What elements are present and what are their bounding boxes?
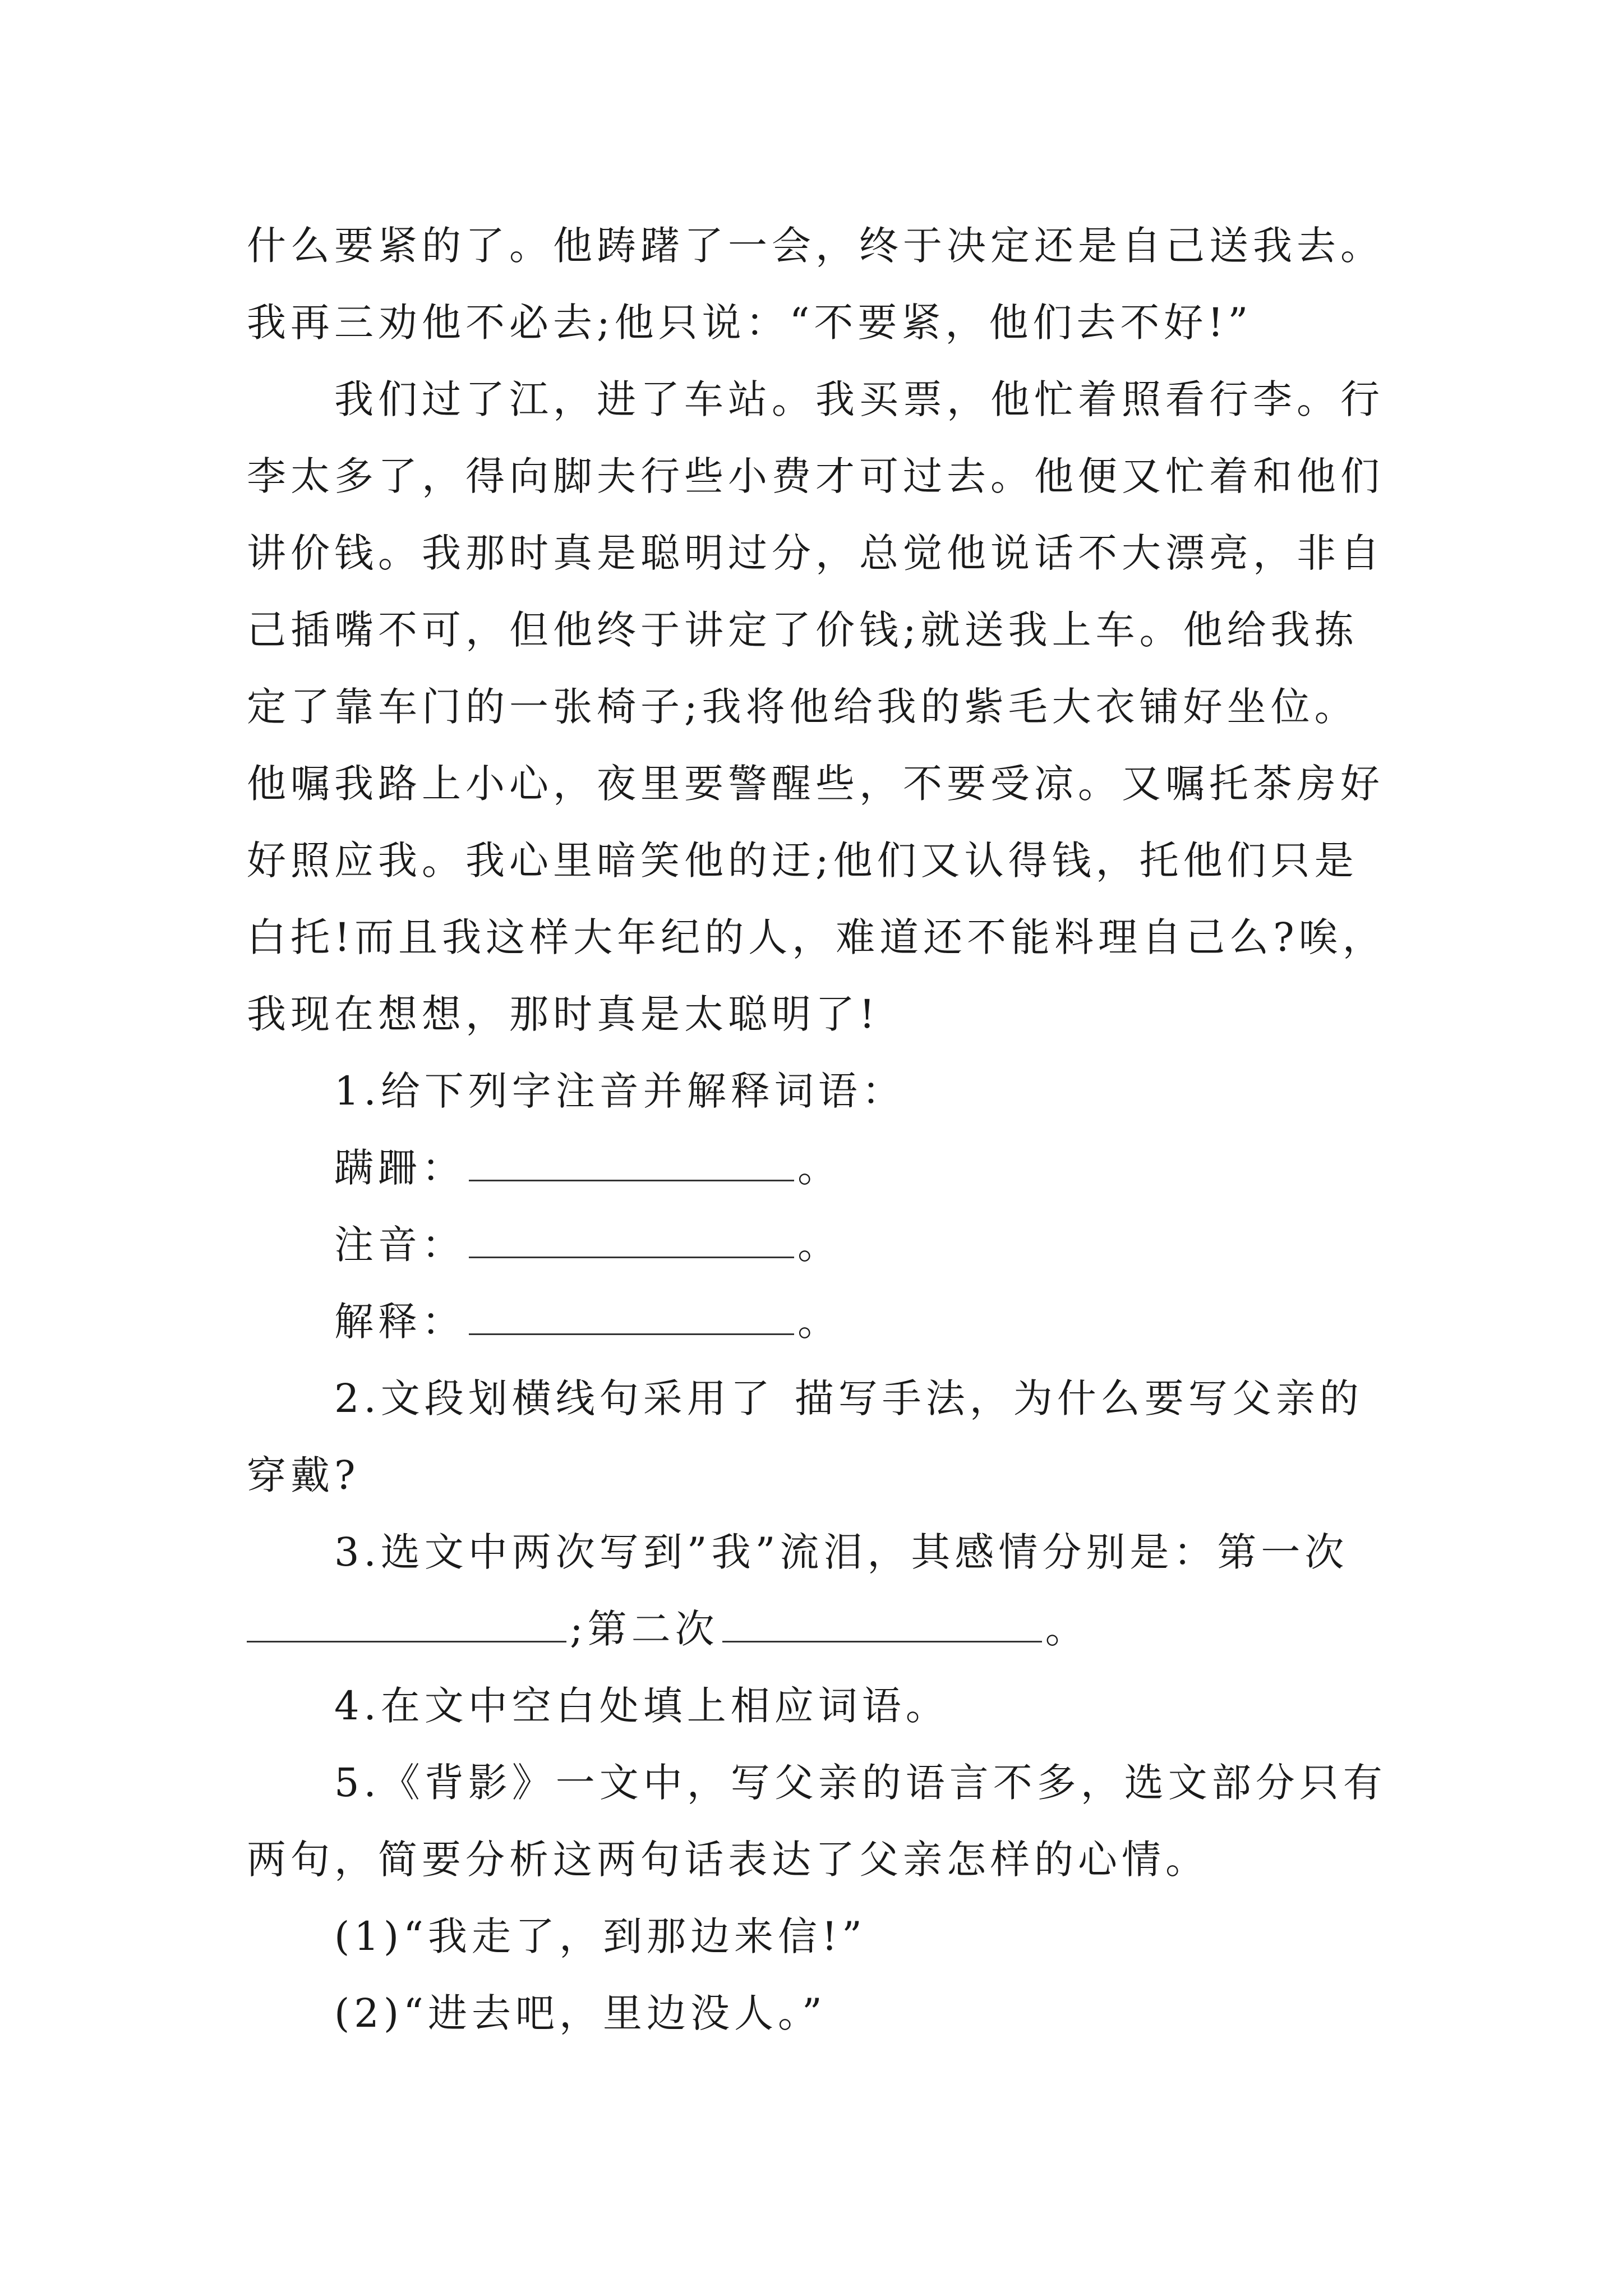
question-2-part-2: 描写手法，为什么要写父亲的穿戴? bbox=[247, 1375, 1363, 1498]
passage-paragraph-1: 什么要紧的了。他踌躇了一会，终于决定还是自己送我去。我再三劝他不必去;他只说：“不要紧，他们去不好!” bbox=[247, 223, 1384, 346]
period: 。 bbox=[797, 1222, 841, 1268]
document-page bbox=[247, 208, 1396, 2052]
answer-blank-second[interactable] bbox=[722, 1640, 1042, 1642]
question-5-item-1: (1)“我走了，到那边来信!” bbox=[334, 1913, 866, 1959]
answer-blank-first[interactable] bbox=[247, 1640, 566, 1642]
question-1-word-row bbox=[247, 1130, 1396, 1207]
answer-blank-pinyin[interactable] bbox=[469, 1256, 794, 1258]
question-3-second-label: ;第二次 bbox=[570, 1606, 719, 1652]
question-1-explain-label: 解释： bbox=[334, 1299, 465, 1345]
question-1: 1.给下列字注音并解释词语： bbox=[334, 1068, 906, 1114]
period: 。 bbox=[797, 1299, 841, 1345]
answer-blank-word[interactable] bbox=[469, 1179, 794, 1181]
question-1-explain-row bbox=[247, 1283, 1396, 1360]
question-5: 5.《背影》一文中，写父亲的语言不多，选文部分只有两句，简要分析这两句话表达了父亲怎样的心情。 bbox=[247, 1760, 1387, 1883]
passage-paragraph-2: 我们过了江，进了车站。我买票，他忙着照看行李。行李太多了，得向脚夫行些小费才可过去。他便又忙着和他们讲价钱。我那时真是聪明过分，总觉他说话不大漂亮，非自己插嘴不可，但他终于讲定了价钱;就送我上车。他给我拣定了靠车门的一张椅子;我将他给我的紫毛大衣铺好坐位。他嘱我路上小心，夜里要警醒些，不要受凉。又嘱托茶房好好照应我。我心里暗笑他的迂;他们又认得钱，托他们只是白托!而且我这样大年纪的人，难道还不能料理自己么?唉，我现在想想，那时真是太聪明了! bbox=[247, 376, 1386, 1037]
period: 。 bbox=[1045, 1606, 1089, 1652]
question-1-word-label: 蹒跚： bbox=[334, 1145, 465, 1191]
question-2-part-1: 2.文段划横线句采用了 bbox=[334, 1375, 774, 1421]
question-2 bbox=[247, 1360, 1396, 1514]
period: 。 bbox=[797, 1145, 841, 1191]
question-5-item-2: (2)“进去吧，里边没人。” bbox=[334, 1990, 827, 2036]
answer-blank-explain[interactable] bbox=[469, 1333, 794, 1335]
question-3: 3.选文中两次写到”我”流泪，其感情分别是：第一次 bbox=[334, 1529, 1349, 1575]
question-1-pinyin-label: 注音： bbox=[334, 1222, 465, 1268]
question-3-answer-row bbox=[247, 1591, 1396, 1668]
question-4: 4.在文中空白处填上相应词语。 bbox=[334, 1683, 949, 1729]
question-1-pinyin-row bbox=[247, 1207, 1396, 1283]
